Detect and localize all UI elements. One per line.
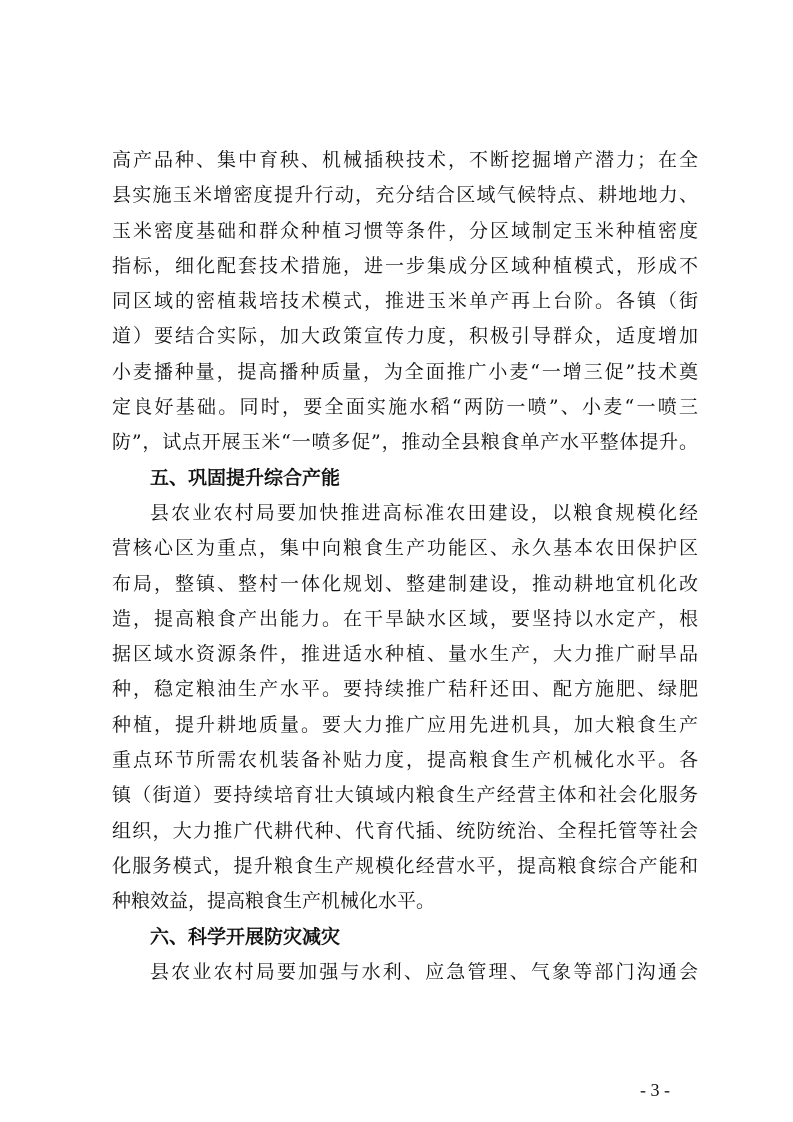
text-line: 据区域水资源条件，推进适水种植、量水生产，大力推广耐旱品 [112,643,698,666]
text-line: 防”，试点开展玉米“一喷多促”，推动全县粮食单产水平整体提升。 [112,431,698,454]
text-line: 县农业农村局要加快推进高标准农田建设，以粮食规模化经 [150,501,698,524]
document-body [112,143,698,990]
section-heading-6: 六、科学开展防灾减灾 [150,925,341,948]
text-line: 造，提高粮食产出能力。在干旱缺水区域，要坚持以水定产，根 [112,607,698,630]
section-heading-5: 五、巩固提升综合产能 [150,466,341,489]
page-number: - 3 - [640,1080,670,1100]
text-line: 指标，细化配套技术措施，进一步集成分区域种植模式，形成不 [112,254,698,277]
text-line: 种植，提升耕地质量。要大力推广应用先进机具，加大粮食生产 [112,713,698,736]
text-line: 玉米密度基础和群众种植习惯等条件，分区域制定玉米种植密度 [112,219,698,242]
text-line: 定良好基础。同时，要全面实施水稻“两防一喷”、小麦“一喷三 [112,396,698,419]
paragraph-2 [112,496,698,920]
paragraph-1 [112,143,698,461]
text-line: 县农业农村局要加强与水利、应急管理、气象等部门沟通会 [150,960,698,983]
text-line: 组织，大力推广代耕代种、代育代插、统防统治、全程托管等社会 [112,819,698,842]
paragraph-3 [112,955,698,990]
text-line: 种，稳定粮油生产水平。要持续推广秸秆还田、配方施肥、绿肥 [112,678,698,701]
text-line: 重点环节所需农机装备补贴力度，提高粮食生产机械化水平。各 [112,749,698,772]
text-line: 化服务模式，提升粮食生产规模化经营水平，提高粮食综合产能和 [112,854,698,877]
text-line: 种粮效益，提高粮食生产机械化水平。 [112,890,436,913]
text-line: 县实施玉米增密度提升行动，充分结合区域气候特点、耕地地力、 [112,184,698,207]
text-line: 同区域的密植栽培技术模式，推进玉米单产再上台阶。各镇（街 [112,290,698,313]
text-line: 镇（街道）要持续培育壮大镇域内粮食生产经营主体和社会化服务 [112,784,698,807]
text-line: 道）要结合实际，加大政策宣传力度，积极引导群众，适度增加 [112,325,698,348]
text-line: 高产品种、集中育秧、机械插秧技术，不断挖掘增产潜力；在全 [112,149,698,171]
text-line: 布局，整镇、整村一体化规划、整建制建设，推动耕地宜机化改 [112,572,698,595]
text-line: 小麦播种量，提高播种质量，为全面推广小麦“一增三促”技术奠 [112,360,698,383]
text-line: 营核心区为重点，集中向粮食生产功能区、永久基本农田保护区 [112,537,698,560]
